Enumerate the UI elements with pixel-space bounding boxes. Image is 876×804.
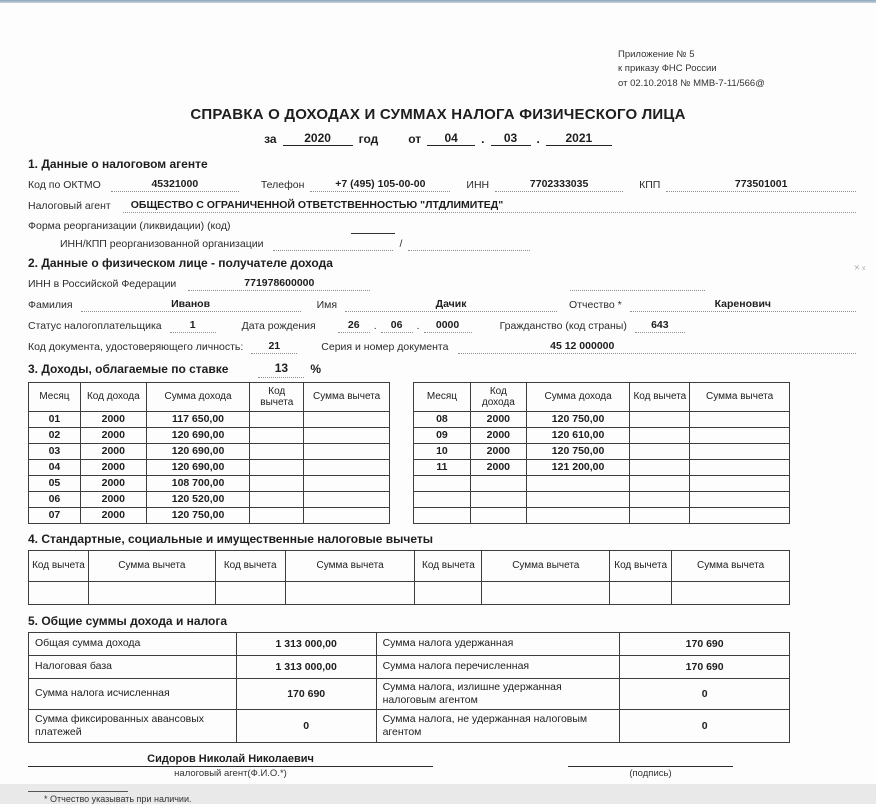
status-birth-line — [28, 318, 856, 333]
income-table-cell — [630, 427, 690, 443]
income-table-cell: 120 690,00 — [146, 443, 250, 459]
income-table-cell — [690, 459, 790, 475]
income-table-cell — [690, 427, 790, 443]
total-income-value: 1 313 000,00 — [236, 632, 376, 655]
income-table-cell: 117 650,00 — [146, 411, 250, 427]
section4-heading: 4. Стандартные, социальные и имущественные налоговые вычеты — [28, 531, 433, 546]
col-deduct-code: Код вычета — [215, 550, 285, 581]
dot-separator: . — [373, 320, 377, 333]
section2-heading: 2. Данные о физическом лице - получателе дохода — [28, 255, 333, 270]
appendix-line-3: от 02.10.2018 № ММВ-7-11/566@ — [618, 77, 765, 89]
income-table-cell — [304, 443, 390, 459]
income-table-cell — [526, 507, 630, 523]
income-table-cell: 120 750,00 — [526, 443, 630, 459]
reorg-innkpp-label: ИНН/КПП реорганизованной организации — [60, 237, 264, 250]
income-table-cell — [630, 475, 690, 491]
income-table-cell — [414, 491, 471, 507]
form-body — [28, 157, 856, 804]
year-label: год — [358, 132, 379, 146]
income-table-cell — [250, 507, 304, 523]
birthdate-label: Дата рождения — [241, 320, 316, 333]
income-table-cell: 03 — [29, 443, 81, 459]
agent-name-line — [28, 198, 856, 213]
firstname-label: Имя — [316, 298, 338, 311]
income-table-cell — [250, 443, 304, 459]
income-table-cell — [250, 427, 304, 443]
section3-heading-line — [28, 360, 856, 377]
income-table-cell: 2000 — [80, 459, 146, 475]
income-table-cell — [630, 443, 690, 459]
income-table-cell — [414, 507, 471, 523]
income-table-cell: 120 750,00 — [146, 507, 250, 523]
tax-withheld-label: Сумма налога удержанная — [376, 632, 620, 655]
income-table-cell — [304, 475, 390, 491]
issue-year: 2021 — [546, 131, 612, 146]
income-table-cell — [690, 475, 790, 491]
col-deduct-code: Код вычета — [250, 382, 304, 411]
income-table-row — [29, 411, 390, 427]
income-table-cell — [690, 411, 790, 427]
income-table-cell — [526, 475, 630, 491]
deductions-header-row — [29, 550, 790, 581]
empty-cell — [88, 581, 215, 604]
window-top-edge — [0, 0, 876, 3]
status-label: Статус налогоплательщика — [28, 320, 162, 333]
income-table-cell: 120 610,00 — [526, 427, 630, 443]
lastname-label: Фамилия — [28, 298, 73, 311]
appendix-line-1: Приложение № 5 — [618, 49, 695, 60]
income-table-cell — [630, 411, 690, 427]
income-table-row — [414, 475, 790, 491]
agent-signature-block — [28, 753, 433, 779]
signature-row — [28, 753, 856, 779]
citizenship-label: Гражданство (код страны) — [499, 320, 627, 333]
person-inn-label: ИНН в Российской Федерации — [28, 277, 177, 290]
income-table-cell: 2000 — [470, 459, 526, 475]
kpp-label: КПП — [639, 179, 661, 191]
col-deduct-sum: Сумма вычета — [88, 550, 215, 581]
birth-day-value: 26 — [338, 318, 370, 333]
income-table-row — [414, 459, 790, 475]
income-table-row — [414, 411, 790, 427]
tax-withheld-value: 170 690 — [620, 632, 790, 655]
col-income-code: Код дохода — [80, 382, 146, 411]
empty-cell — [482, 581, 610, 604]
col-deduct-code: Код вычета — [415, 550, 482, 581]
tax-overwithheld-label: Сумма налога, излишне удержанная налоговым агентом — [376, 678, 620, 709]
income-table-cell: 2000 — [470, 443, 526, 459]
income-table-cell: 2000 — [470, 427, 526, 443]
income-table-row — [29, 427, 390, 443]
scan-smudge: ×ₓ — [853, 260, 869, 275]
income-table-cell — [526, 491, 630, 507]
income-table-row — [29, 507, 390, 523]
income-table-cell — [630, 459, 690, 475]
tax-transferred-label: Сумма налога перечисленная — [376, 655, 620, 678]
col-month: Месяц — [414, 382, 471, 411]
tax-overwithheld-value: 0 — [620, 678, 790, 709]
empty-cell — [29, 581, 89, 604]
income-table-right — [413, 382, 790, 524]
income-table-row — [29, 459, 390, 475]
patronymic-value: Каренович — [630, 297, 856, 312]
patronymic-label: Отчество * — [569, 298, 622, 311]
person-name-line — [28, 297, 856, 312]
oktmo-value: 45321000 — [111, 177, 239, 192]
dot-separator: . — [481, 132, 485, 146]
document-title: СПРАВКА О ДОХОДАХ И СУММАХ НАЛОГА ФИЗИЧЕСКОГО ЛИЦА — [190, 106, 686, 123]
col-deduct-code: Код вычета — [630, 382, 690, 411]
empty-cell — [610, 581, 672, 604]
inn-value: 7702333035 — [495, 177, 623, 192]
period-year: 2020 — [283, 131, 353, 146]
dot-separator: . — [416, 320, 420, 333]
income-table-cell — [304, 427, 390, 443]
income-table-row — [29, 443, 390, 459]
signer-caption: налоговый агент(Ф.И.О.*) — [174, 767, 287, 779]
col-month: Месяц — [29, 382, 81, 411]
income-table-row — [414, 427, 790, 443]
income-table-cell: 07 — [29, 507, 81, 523]
person-inn-extra-blank — [570, 290, 705, 291]
income-table-cell — [304, 491, 390, 507]
for-label: за — [264, 132, 277, 146]
income-table-cell — [250, 459, 304, 475]
total-income-label: Общая сумма дохода — [29, 632, 237, 655]
income-table-header-row — [414, 382, 790, 411]
income-table-cell: 2000 — [80, 427, 146, 443]
issue-month: 03 — [491, 131, 531, 146]
income-table-cell: 120 750,00 — [526, 411, 630, 427]
birth-month-value: 06 — [381, 318, 413, 333]
col-income-sum: Сумма дохода — [146, 382, 250, 411]
reorg-form-line — [28, 219, 856, 233]
phone-value: +7 (495) 105-00-00 — [310, 177, 450, 192]
income-table-cell: 2000 — [80, 475, 146, 491]
income-table-cell: 120 520,00 — [146, 491, 250, 507]
col-deduct-sum: Сумма вычета — [672, 550, 790, 581]
fixed-advance-label: Сумма фиксированных авансовых платежей — [29, 709, 237, 742]
birth-year-value: 0000 — [424, 318, 472, 333]
oktmo-label: Код по ОКТМО — [28, 179, 101, 191]
slash-separator: / — [399, 237, 403, 250]
income-table-header-row — [29, 382, 390, 411]
reorg-form-label: Форма реорганизации (ликвидации) (код) — [28, 220, 231, 233]
tax-rate-value: 13 — [258, 360, 304, 377]
income-table-cell — [414, 475, 471, 491]
income-table-cell: 09 — [414, 427, 471, 443]
doc-code-label: Код документа, удостоверяющего личность: — [28, 341, 244, 354]
income-table-row — [29, 491, 390, 507]
empty-cell — [672, 581, 790, 604]
section3-heading: 3. Доходы, облагаемые по ставке — [28, 362, 229, 377]
col-deduct-sum: Сумма вычета — [304, 382, 390, 411]
col-deduct-sum: Сумма вычета — [482, 550, 610, 581]
reorg-inn-blank — [273, 250, 393, 251]
signature-line — [568, 753, 733, 767]
income-table-cell: 02 — [29, 427, 81, 443]
totals-row — [29, 632, 790, 655]
income-table-cell — [470, 507, 526, 523]
footnote-text: * Отчество указывать при наличии. — [44, 793, 192, 804]
section1-heading: 1. Данные о налоговом агенте — [28, 157, 208, 171]
totals-table — [28, 632, 790, 743]
income-table-cell: 01 — [29, 411, 81, 427]
tax-base-label: Налоговая база — [29, 655, 237, 678]
totals-row — [29, 678, 790, 709]
income-table-cell: 120 690,00 — [146, 459, 250, 475]
income-table-row — [29, 475, 390, 491]
deductions-table — [28, 550, 790, 605]
person-inn-line — [28, 276, 856, 291]
agent-name-value: ОБЩЕСТВО С ОГРАНИЧЕННОЙ ОТВЕТСТВЕННОСТЬЮ "ЛТДЛИМИТЕД" — [123, 198, 856, 213]
reorg-innkpp-line — [28, 237, 856, 251]
document-id-line — [28, 339, 856, 354]
reorg-form-blank — [351, 233, 395, 234]
income-table-cell: 120 690,00 — [146, 427, 250, 443]
income-table-cell: 06 — [29, 491, 81, 507]
income-table-left — [28, 382, 390, 524]
tax-not-withheld-value: 0 — [620, 709, 790, 742]
income-table-cell: 108 700,00 — [146, 475, 250, 491]
col-deduct-sum: Сумма вычета — [285, 550, 415, 581]
section5-heading: 5. Общие суммы дохода и налога — [28, 613, 228, 628]
income-table-cell — [630, 491, 690, 507]
kpp-value: 773501001 — [666, 177, 856, 192]
agent-codes-line — [28, 177, 856, 192]
deductions-empty-row — [29, 581, 790, 604]
signature-caption: (подпись) — [629, 767, 672, 779]
income-table-cell — [470, 491, 526, 507]
person-inn-value: 771978600000 — [188, 276, 370, 291]
income-table-cell — [250, 411, 304, 427]
citizenship-value: 643 — [635, 318, 685, 333]
income-table-cell — [304, 411, 390, 427]
income-table-cell — [630, 507, 690, 523]
income-table-cell: 2000 — [470, 411, 526, 427]
tax-calculated-label: Сумма налога исчисленная — [29, 678, 237, 709]
tax-calculated-value: 170 690 — [236, 678, 376, 709]
fixed-advance-value: 0 — [236, 709, 376, 742]
reorg-kpp-blank — [408, 250, 530, 251]
tax-transferred-value: 170 690 — [620, 655, 790, 678]
income-table-cell — [690, 491, 790, 507]
income-table-cell: 05 — [29, 475, 81, 491]
doc-number-label: Серия и номер документа — [321, 341, 449, 354]
agent-label: Налоговый агент — [28, 200, 111, 213]
from-label: от — [408, 132, 422, 146]
inn-label: ИНН — [466, 179, 490, 191]
income-table-cell: 08 — [414, 411, 471, 427]
income-table-cell: 11 — [414, 459, 471, 475]
col-income-code: Код дохода — [470, 382, 526, 411]
footnote-rule — [28, 791, 128, 792]
income-table-cell — [470, 475, 526, 491]
col-income-sum: Сумма дохода — [526, 382, 630, 411]
totals-row — [29, 709, 790, 742]
income-table-cell: 10 — [414, 443, 471, 459]
income-table-cell: 2000 — [80, 443, 146, 459]
income-table-cell — [304, 507, 390, 523]
income-table-row — [414, 507, 790, 523]
signature-line-block — [568, 753, 733, 779]
income-table-cell — [250, 491, 304, 507]
income-table-cell — [690, 443, 790, 459]
income-table-cell — [304, 459, 390, 475]
firstname-value: Дачик — [345, 297, 557, 312]
appendix-note — [618, 48, 765, 91]
totals-row — [29, 655, 790, 678]
col-deduct-code: Код вычета — [610, 550, 672, 581]
doc-number-value: 45 12 000000 — [458, 339, 856, 354]
status-value: 1 — [170, 318, 216, 333]
tax-base-value: 1 313 000,00 — [236, 655, 376, 678]
income-table-row — [414, 443, 790, 459]
income-table-row — [414, 491, 790, 507]
income-table-cell: 2000 — [80, 411, 146, 427]
income-table-cell: 2000 — [80, 491, 146, 507]
lastname-value: Иванов — [81, 297, 301, 312]
issue-day: 04 — [427, 131, 475, 146]
signer-name: Сидоров Николай Николаевич — [28, 753, 433, 767]
income-table-cell — [690, 507, 790, 523]
col-deduct-sum: Сумма вычета — [690, 382, 790, 411]
col-deduct-code: Код вычета — [29, 550, 89, 581]
empty-cell — [215, 581, 285, 604]
doc-code-value: 21 — [251, 339, 297, 354]
tax-not-withheld-label: Сумма налога, не удержанная налоговым агентом — [376, 709, 620, 742]
income-table-cell — [250, 475, 304, 491]
empty-cell — [415, 581, 482, 604]
empty-cell — [285, 581, 415, 604]
document-period-line — [0, 131, 876, 146]
phone-label: Телефон — [260, 179, 305, 191]
income-table-cell: 121 200,00 — [526, 459, 630, 475]
percent-sign: % — [310, 362, 322, 377]
income-table-cell: 2000 — [80, 507, 146, 523]
appendix-line-2: к приказу ФНС России — [618, 63, 717, 75]
income-table-cell: 04 — [29, 459, 81, 475]
dot-separator: . — [536, 132, 540, 146]
income-tables — [28, 382, 856, 524]
